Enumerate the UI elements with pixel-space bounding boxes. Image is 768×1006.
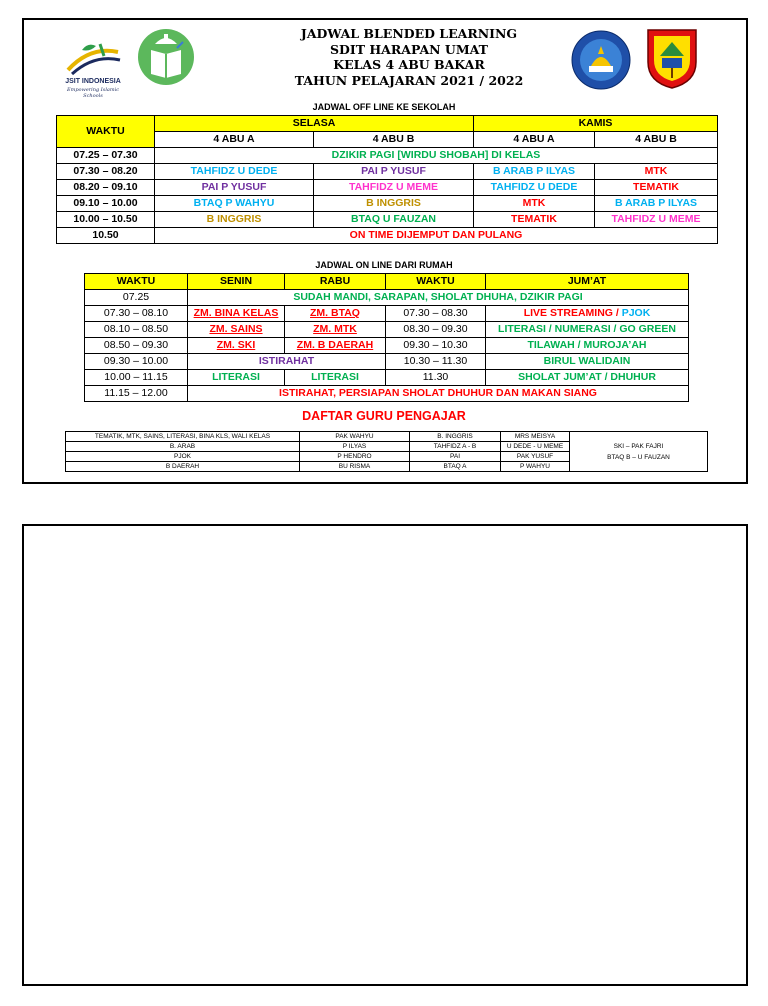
jsit-caption: JSIT INDONESIA [65,78,121,85]
jsit-emblem-icon [60,40,126,80]
kemdikbud-logo [571,30,631,90]
teacher-cell: MRS MEISYA [501,432,570,442]
schedule-cell: B ARAB P ILYAS [474,164,595,180]
schedule-cell: PAI P YUSUF [314,164,474,180]
schedule-cell: MTK [474,196,595,212]
time-cell: 07.30 – 08.10 [85,306,188,322]
offline-header-selasa: SELASA [155,116,474,132]
online-header-jumat: JUM’AT [486,274,689,290]
extra-teachers-cell [570,432,708,472]
schedule-cell: B ARAB P ILYAS [595,196,718,212]
teacher-cell: PAK YUSUF [501,452,570,462]
table-row [85,338,689,354]
time-cell: 07.30 – 08.30 [386,306,486,322]
online-header-waktu-2: WAKTU [386,274,486,290]
schedule-cell [486,306,689,322]
time-cell: 07.25 [85,290,188,306]
time-cell: 07.25 – 07.30 [57,148,155,164]
time-cell: 09.30 – 10.30 [386,338,486,354]
teacher-cell: U DEDE - U MEME [501,442,570,452]
table-row [85,370,689,386]
offline-schedule-table [56,115,718,244]
time-cell: 09.30 – 10.00 [85,354,188,370]
live-streaming-text: LIVE STREAMING [523,307,613,319]
time-cell: 08.30 – 09.30 [386,322,486,338]
jsit-logo [60,40,126,99]
table-row [85,290,689,306]
schedule-cell: TAHFIDZ U DEDE [155,164,314,180]
time-cell: 10.00 – 11.15 [85,370,188,386]
schedule-cell: TILAWAH / MUROJA’AH [486,338,689,354]
teacher-cell: BU RISMA [300,462,410,472]
subject-cell: TAHFIDZ A - B [410,442,501,452]
schedule-cell: PAI P YUSUF [155,180,314,196]
schedule-cell: ZM. BTAQ [285,306,386,322]
header-line-3: KELAS 4 ABU BAKAR [333,57,485,72]
online-title: JADWAL ON LINE DARI RUMAH [315,260,453,270]
table-row [85,354,689,370]
time-cell: 11.30 [386,370,486,386]
table-row [57,164,718,180]
teacher-list-title: DAFTAR GURU PENGAJAR [302,409,466,423]
schedule-cell: ZM. SKI [188,338,285,354]
schedule-cell: TAHFIDZ U DEDE [474,180,595,196]
subject-cell: PAI [410,452,501,462]
schedule-cell: ZM. B DAERAH [285,338,386,354]
teacher-list-table [65,431,708,472]
teacher-cell: PAK WAHYU [300,432,410,442]
subject-cell: TEMATIK, MTK, SAINS, LITERASI, BINA KLS, WALI KELAS [66,432,300,442]
table-row [57,196,718,212]
time-cell: 11.15 – 12.00 [85,386,188,402]
time-cell: 07.30 – 08.20 [57,164,155,180]
time-cell: 10.30 – 11.30 [386,354,486,370]
book-mosque-icon [137,28,195,86]
offline-col-header: 4 ABU A [474,132,595,148]
offline-col-header: 4 ABU A [155,132,314,148]
jsit-tagline: Empowering Islamic Schools [66,87,120,99]
online-schedule-table [84,273,689,402]
time-cell: 10.00 – 10.50 [57,212,155,228]
online-header-senin: SENIN [188,274,285,290]
schedule-cell: ON TIME DIJEMPUT DAN PULANG [155,228,718,244]
schedule-cell: MTK [595,164,718,180]
schedule-cell: ISTIRAHAT, PERSIAPAN SHOLAT DHUHUR DAN MAKAN SIANG [188,386,689,402]
table-row [66,432,708,442]
document-page-2-blank [22,524,748,986]
extra-teacher-2: BTAQ B – U FAUZAN [607,453,670,461]
subject-cell: BTAQ A [410,462,501,472]
online-header-waktu: WAKTU [85,274,188,290]
schedule-cell: TEMATIK [474,212,595,228]
school-logo [137,28,195,86]
schedule-cell: TEMATIK [595,180,718,196]
time-cell: 10.50 [57,228,155,244]
header-line-4: TAHUN PELAJARAN 2021 / 2022 [294,72,524,88]
offline-col-header: 4 ABU B [595,132,718,148]
subject-cell: B. INGGRIS [410,432,501,442]
schedule-cell: TAHFIDZ U MEME [595,212,718,228]
table-row [57,148,718,164]
kabupaten-logo [644,26,700,90]
regional-shield-icon [644,26,700,90]
schedule-cell: B INGGRIS [155,212,314,228]
subject-cell: PJOK [66,452,300,462]
time-cell: 08.50 – 09.30 [85,338,188,354]
schedule-cell: BTAQ P WAHYU [155,196,314,212]
online-header-rabu: RABU [285,274,386,290]
document-page-1 [22,18,748,484]
schedule-cell: ZM. MTK [285,322,386,338]
teacher-cell: P HENDRO [300,452,410,462]
schedule-cell: ZM. BINA KELAS [188,306,285,322]
time-cell: 08.10 – 08.50 [85,322,188,338]
pjok-text: PJOK [621,307,651,319]
header-line-2: SDIT HARAPAN UMAT [330,41,488,57]
table-row [85,322,689,338]
table-row [85,306,689,322]
offline-header-kamis: KAMIS [474,116,718,132]
offline-col-header: 4 ABU B [314,132,474,148]
schedule-cell: ISTIRAHAT [188,354,386,370]
schedule-cell: BIRUL WALIDAIN [486,354,689,370]
schedule-cell: ZM. SAINS [188,322,285,338]
teacher-cell: P WAHYU [501,462,570,472]
schedule-cell: LITERASI / NUMERASI / GO GREEN [486,322,689,338]
schedule-cell: LITERASI [188,370,285,386]
table-row [57,228,718,244]
schedule-cell: DZIKIR PAGI [WIRDU SHOBAH] DI KELAS [155,148,718,164]
header-line-1: JADWAL BLENDED LEARNING [300,26,518,41]
schedule-cell: LITERASI [285,370,386,386]
subject-cell: B. ARAB [66,442,300,452]
table-row [57,180,718,196]
document-header [264,26,554,88]
schedule-cell: SUDAH MANDI, SARAPAN, SHOLAT DHUHA, DZIKIR PAGI [188,290,689,306]
time-cell: 08.20 – 09.10 [57,180,155,196]
tut-wuri-emblem-icon [571,30,631,90]
time-cell: 09.10 – 10.00 [57,196,155,212]
schedule-cell: SHOLAT JUM’AT / DHUHUR [486,370,689,386]
schedule-cell: TAHFIDZ U MEME [314,180,474,196]
separator-text: / [612,307,622,319]
schedule-cell: BTAQ U FAUZAN [314,212,474,228]
table-row [85,386,689,402]
subject-cell: B DAERAH [66,462,300,472]
offline-title: JADWAL OFF LINE KE SEKOLAH [312,102,456,112]
schedule-cell: B INGGRIS [314,196,474,212]
table-row [57,212,718,228]
offline-header-waktu: WAKTU [57,116,155,148]
extra-teacher-1: SKI – PAK FAJRI [613,442,664,450]
teacher-cell: P ILYAS [300,442,410,452]
